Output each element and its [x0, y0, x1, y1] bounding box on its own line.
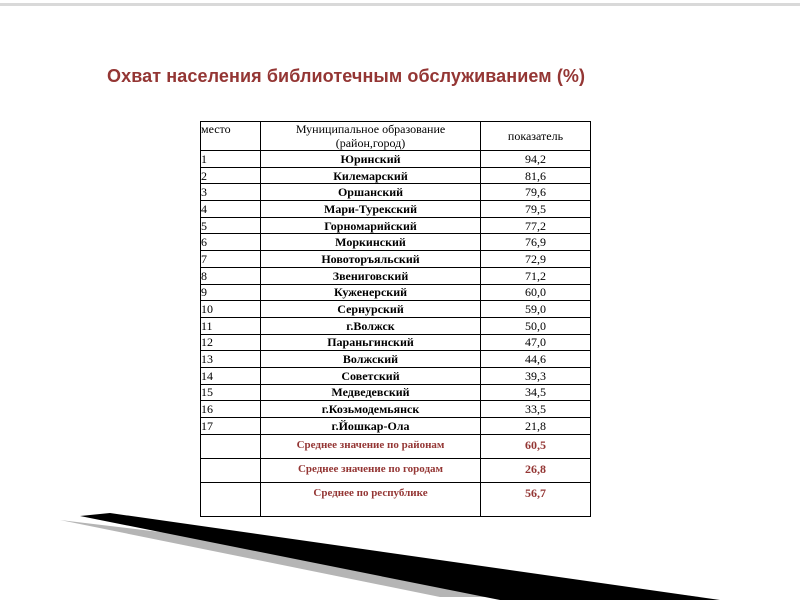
municipality-cell: Моркинский: [261, 234, 481, 251]
municipality-cell: Новоторъяльский: [261, 251, 481, 268]
table-row: [201, 201, 591, 218]
rank-cell: 3: [201, 184, 261, 201]
table-row: [201, 284, 591, 301]
table-row: [201, 234, 591, 251]
table-row: [201, 217, 591, 234]
value-cell: 44,6: [481, 351, 591, 368]
rank-cell: 13: [201, 351, 261, 368]
value-cell: 33,5: [481, 401, 591, 418]
rank-cell: 5: [201, 217, 261, 234]
rank-cell: 2: [201, 167, 261, 184]
rank-cell: 17: [201, 418, 261, 435]
header-municipality-line1: Муниципальное образование: [295, 122, 446, 136]
municipality-cell: Волжский: [261, 351, 481, 368]
municipality-cell: Горномарийский: [261, 217, 481, 234]
header-rank: место: [201, 122, 261, 151]
table-row: [201, 301, 591, 318]
value-cell: 71,2: [481, 267, 591, 284]
swoosh-shadow: [60, 520, 700, 597]
value-cell: 34,5: [481, 384, 591, 401]
value-cell: 81,6: [481, 167, 591, 184]
summary-value: 56,7: [481, 482, 591, 516]
table-row: [201, 184, 591, 201]
municipality-cell: Сернурский: [261, 301, 481, 318]
municipality-cell: Юринский: [261, 151, 481, 168]
summary-empty-cell: [201, 434, 261, 458]
municipality-cell: Советский: [261, 367, 481, 384]
value-cell: 21,8: [481, 418, 591, 435]
rank-cell: 4: [201, 201, 261, 218]
rank-cell: 7: [201, 251, 261, 268]
rank-cell: 11: [201, 317, 261, 334]
municipality-cell: г.Козьмодемьянск: [261, 401, 481, 418]
municipality-cell: Куженерский: [261, 284, 481, 301]
municipality-cell: Килемарский: [261, 167, 481, 184]
table-row: [201, 384, 591, 401]
summary-label: Среднее значение по районам: [261, 434, 481, 458]
top-rule: [0, 3, 800, 6]
header-value: показатель: [481, 122, 591, 151]
header-municipality: [261, 122, 481, 151]
summary-value: 26,8: [481, 458, 591, 482]
table-header-row: [201, 122, 591, 151]
value-cell: 76,9: [481, 234, 591, 251]
table-row: [201, 401, 591, 418]
value-cell: 47,0: [481, 334, 591, 351]
value-cell: 72,9: [481, 251, 591, 268]
summary-row: [201, 458, 591, 482]
value-cell: 39,3: [481, 367, 591, 384]
table-row: [201, 351, 591, 368]
table-row: [201, 267, 591, 284]
rank-cell: 10: [201, 301, 261, 318]
table-row: [201, 334, 591, 351]
value-cell: 79,6: [481, 184, 591, 201]
rank-cell: 14: [201, 367, 261, 384]
value-cell: 60,0: [481, 284, 591, 301]
municipality-cell: Звениговский: [261, 267, 481, 284]
rank-cell: 15: [201, 384, 261, 401]
rank-cell: 1: [201, 151, 261, 168]
library-coverage-table: [200, 121, 591, 517]
municipality-cell: г.Йошкар-Ола: [261, 418, 481, 435]
table-row: [201, 418, 591, 435]
table-body: [201, 151, 591, 517]
table-row: [201, 251, 591, 268]
summary-value: 60,5: [481, 434, 591, 458]
summary-label: Среднее значение по городам: [261, 458, 481, 482]
table-row: [201, 367, 591, 384]
rank-cell: 16: [201, 401, 261, 418]
summary-row: [201, 434, 591, 458]
municipality-cell: Параньгинский: [261, 334, 481, 351]
table-row: [201, 317, 591, 334]
value-cell: 79,5: [481, 201, 591, 218]
header-municipality-line2: (район,город): [335, 136, 406, 150]
municipality-cell: г.Волжск: [261, 317, 481, 334]
value-cell: 59,0: [481, 301, 591, 318]
value-cell: 77,2: [481, 217, 591, 234]
page-title: Охват населения библиотечным обслуживанием (%): [107, 66, 586, 86]
table-row: [201, 151, 591, 168]
summary-label: Среднее по республике: [261, 482, 481, 516]
summary-empty-cell: [201, 482, 261, 516]
rank-cell: 6: [201, 234, 261, 251]
value-cell: 50,0: [481, 317, 591, 334]
swoosh-main: [80, 513, 720, 600]
rank-cell: 8: [201, 267, 261, 284]
rank-cell: 12: [201, 334, 261, 351]
summary-row: [201, 482, 591, 516]
table-row: [201, 167, 591, 184]
rank-cell: 9: [201, 284, 261, 301]
value-cell: 94,2: [481, 151, 591, 168]
summary-empty-cell: [201, 458, 261, 482]
municipality-cell: Медведевский: [261, 384, 481, 401]
municipality-cell: Мари-Турекский: [261, 201, 481, 218]
municipality-cell: Оршанский: [261, 184, 481, 201]
